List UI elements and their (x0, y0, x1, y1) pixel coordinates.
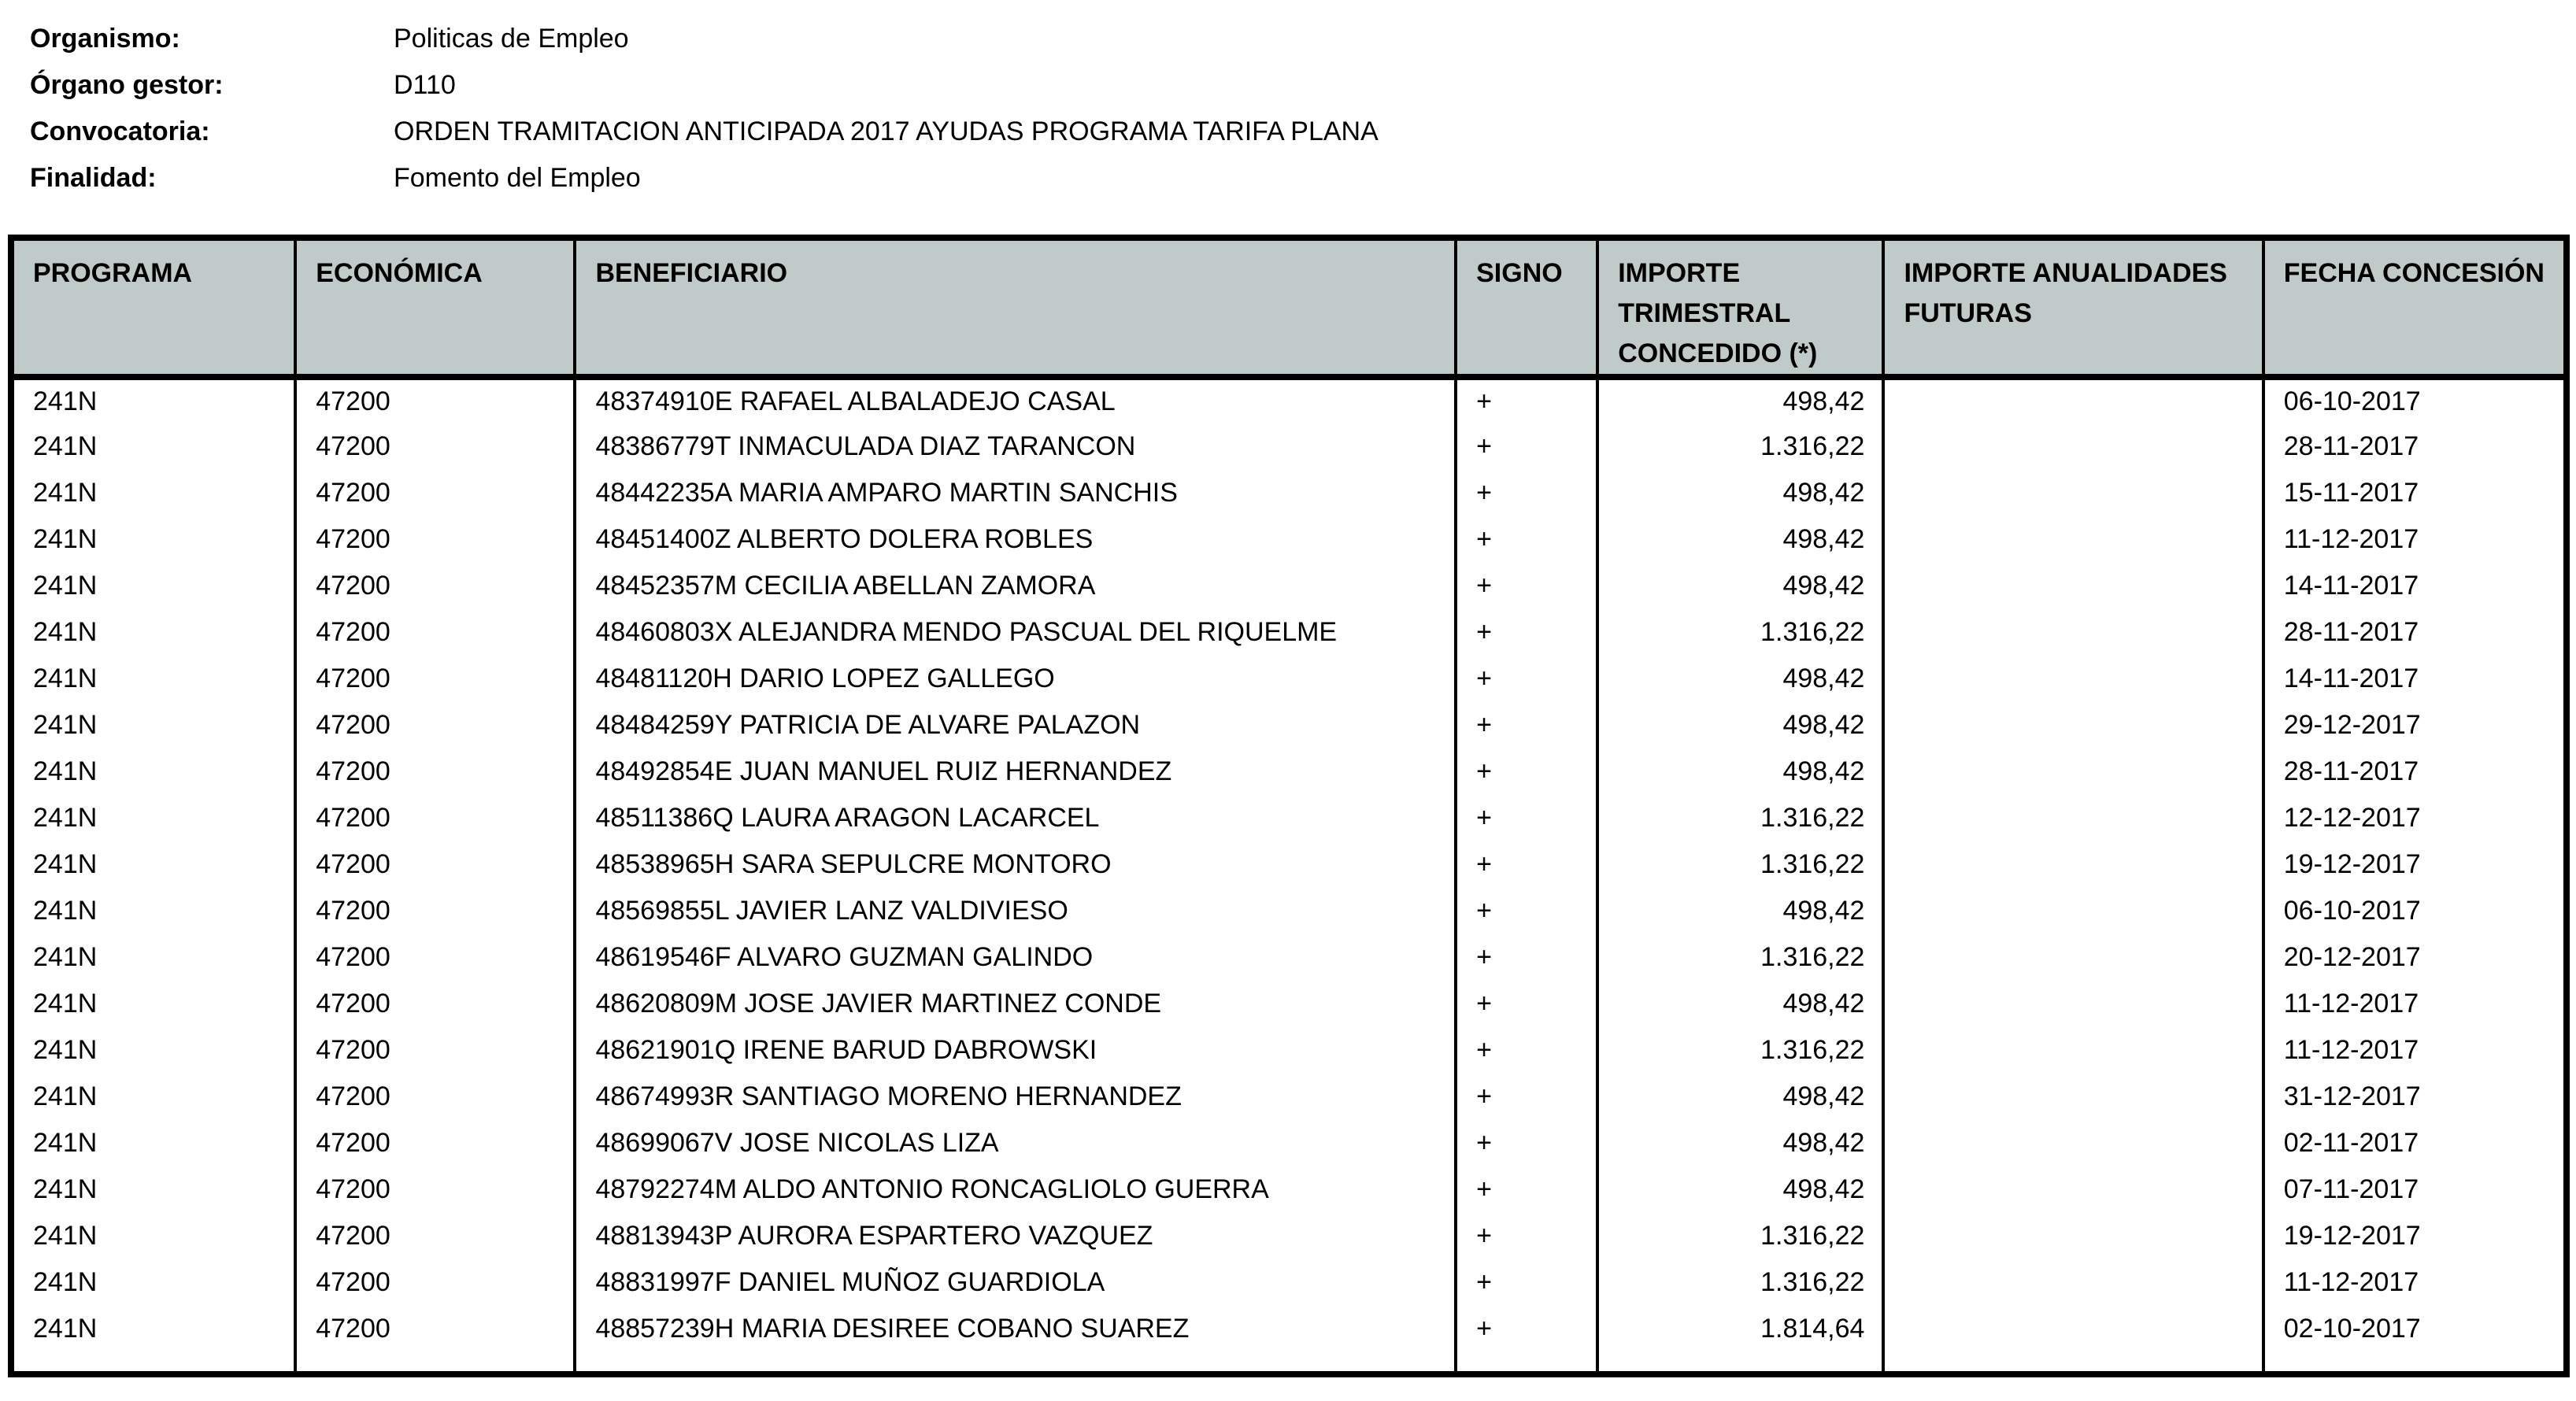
organismo-value: Politicas de Empleo (394, 24, 629, 54)
cell-importe-anualidades (1883, 1213, 2263, 1259)
cell-beneficiario: 48460803X ALEJANDRA MENDO PASCUAL DEL RIQUELME (575, 609, 1456, 656)
table-filler-row (14, 1352, 2563, 1371)
cell-signo: + (1456, 1259, 1597, 1306)
cell-signo: + (1456, 934, 1597, 981)
cell-signo: + (1456, 795, 1597, 841)
cell-beneficiario: 48699067V JOSE NICOLAS LIZA (575, 1120, 1456, 1166)
cell-fecha-concesion: 02-11-2017 (2263, 1120, 2563, 1166)
cell-economica: 47200 (295, 1166, 575, 1213)
cell-beneficiario: 48621901Q IRENE BARUD DABROWSKI (575, 1027, 1456, 1074)
cell-economica: 47200 (295, 841, 575, 888)
cell-importe-anualidades (1883, 656, 2263, 702)
cell-beneficiario: 48511386Q LAURA ARAGON LACARCEL (575, 795, 1456, 841)
organo-gestor-label: Órgano gestor: (30, 70, 224, 100)
cell-fecha-concesion: 20-12-2017 (2263, 934, 2563, 981)
cell-signo: + (1456, 702, 1597, 749)
cell-fecha-concesion: 14-11-2017 (2263, 563, 2563, 609)
cell-economica: 47200 (295, 563, 575, 609)
cell-importe-trimestral: 1.316,22 (1597, 609, 1883, 656)
cell-importe-trimestral: 498,42 (1597, 563, 1883, 609)
cell-importe-trimestral: 1.316,22 (1597, 1259, 1883, 1306)
info-row-finalidad (30, 155, 1379, 201)
cell-importe-trimestral: 498,42 (1597, 888, 1883, 934)
cell-fecha-concesion: 28-11-2017 (2263, 749, 2563, 795)
cell-programa: 241N (33, 1128, 98, 1158)
cell-signo: + (1456, 1213, 1597, 1259)
cell-programa: 241N (33, 571, 98, 601)
cell-importe-trimestral: 498,42 (1597, 377, 1883, 423)
cell-economica: 47200 (295, 516, 575, 563)
cell-fecha-concesion: 29-12-2017 (2263, 702, 2563, 749)
cell-programa: 241N (33, 896, 98, 926)
table-row (14, 749, 2563, 795)
cell-fecha-concesion: 06-10-2017 (2263, 377, 2563, 423)
cell-importe-trimestral: 1.316,22 (1597, 934, 1883, 981)
cell-importe-anualidades (1883, 470, 2263, 516)
cell-importe-anualidades (1883, 934, 2263, 981)
cell-importe-anualidades (1883, 377, 2263, 423)
cell-signo: + (1456, 981, 1597, 1027)
info-row-organismo (30, 16, 1379, 62)
cell-beneficiario: 48452357M CECILIA ABELLAN ZAMORA (575, 563, 1456, 609)
cell-programa: 241N (33, 478, 98, 508)
table-row (14, 470, 2563, 516)
cell-importe-anualidades (1883, 516, 2263, 563)
cell-importe-anualidades (1883, 1074, 2263, 1120)
cell-programa: 241N (33, 524, 98, 554)
cell-economica: 47200 (295, 702, 575, 749)
table-row (14, 656, 2563, 702)
cell-programa: 241N (33, 1035, 98, 1065)
grants-table (8, 235, 2570, 1377)
cell-beneficiario: 48442235A MARIA AMPARO MARTIN SANCHIS (575, 470, 1456, 516)
filler-cell (2263, 1352, 2563, 1371)
cell-importe-anualidades (1883, 1259, 2263, 1306)
column-header-signo: SIGNO (1456, 241, 1597, 377)
cell-economica: 47200 (295, 1213, 575, 1259)
cell-programa: 241N (33, 1174, 98, 1204)
cell-programa: 241N (33, 1221, 98, 1251)
table-row (14, 1074, 2563, 1120)
cell-economica: 47200 (295, 1027, 575, 1074)
cell-fecha-concesion: 15-11-2017 (2263, 470, 2563, 516)
cell-signo: + (1456, 470, 1597, 516)
cell-programa: 241N (33, 1314, 98, 1344)
finalidad-label: Finalidad: (30, 163, 157, 193)
cell-signo: + (1456, 888, 1597, 934)
cell-importe-anualidades (1883, 841, 2263, 888)
cell-importe-anualidades (1883, 981, 2263, 1027)
cell-importe-anualidades (1883, 888, 2263, 934)
cell-signo: + (1456, 1166, 1597, 1213)
table-row (14, 609, 2563, 656)
cell-programa: 241N (33, 1081, 98, 1111)
cell-programa: 241N (33, 803, 98, 833)
cell-programa: 241N (33, 942, 98, 972)
table-row (14, 841, 2563, 888)
info-row-organo-gestor (30, 62, 1379, 109)
finalidad-value: Fomento del Empleo (394, 163, 641, 193)
cell-signo: + (1456, 377, 1597, 423)
cell-programa: 241N (33, 1267, 98, 1297)
cell-programa: 241N (33, 431, 98, 461)
cell-beneficiario: 48569855L JAVIER LANZ VALDIVIESO (575, 888, 1456, 934)
cell-programa: 241N (33, 664, 98, 693)
cell-signo: + (1456, 1306, 1597, 1352)
cell-economica: 47200 (295, 1074, 575, 1120)
cell-importe-trimestral: 498,42 (1597, 1166, 1883, 1213)
cell-programa: 241N (33, 756, 98, 786)
table-row (14, 702, 2563, 749)
organismo-label: Organismo: (30, 24, 180, 54)
cell-beneficiario: 48386779T INMACULADA DIAZ TARANCON (575, 423, 1456, 470)
table-row (14, 888, 2563, 934)
cell-beneficiario: 48481120H DARIO LOPEZ GALLEGO (575, 656, 1456, 702)
cell-beneficiario: 48813943P AURORA ESPARTERO VAZQUEZ (575, 1213, 1456, 1259)
cell-beneficiario: 48484259Y PATRICIA DE ALVARE PALAZON (575, 702, 1456, 749)
cell-beneficiario: 48674993R SANTIAGO MORENO HERNANDEZ (575, 1074, 1456, 1120)
cell-importe-trimestral: 1.316,22 (1597, 423, 1883, 470)
convocatoria-label: Convocatoria: (30, 116, 210, 146)
cell-importe-anualidades (1883, 563, 2263, 609)
cell-importe-anualidades (1883, 702, 2263, 749)
cell-economica: 47200 (295, 1120, 575, 1166)
cell-economica: 47200 (295, 1306, 575, 1352)
cell-fecha-concesion: 11-12-2017 (2263, 981, 2563, 1027)
column-header-economica: ECONÓMICA (295, 241, 575, 377)
table-header-row (14, 241, 2563, 377)
cell-fecha-concesion: 07-11-2017 (2263, 1166, 2563, 1213)
table-row (14, 1166, 2563, 1213)
cell-programa: 241N (33, 849, 98, 879)
cell-fecha-concesion: 11-12-2017 (2263, 1259, 2563, 1306)
cell-beneficiario: 48538965H SARA SEPULCRE MONTORO (575, 841, 1456, 888)
cell-importe-trimestral: 1.316,22 (1597, 1027, 1883, 1074)
grants-table-grid (14, 241, 2563, 1371)
cell-programa: 241N (33, 386, 98, 416)
cell-importe-trimestral: 1.316,22 (1597, 1213, 1883, 1259)
cell-beneficiario: 48451400Z ALBERTO DOLERA ROBLES (575, 516, 1456, 563)
filler-cell (1597, 1352, 1883, 1371)
cell-importe-anualidades (1883, 749, 2263, 795)
cell-importe-anualidades (1883, 795, 2263, 841)
table-row (14, 563, 2563, 609)
cell-beneficiario: 48492854E JUAN MANUEL RUIZ HERNANDEZ (575, 749, 1456, 795)
column-header-importe-trimestral: IMPORTE TRIMESTRAL CONCEDIDO (*) (1597, 241, 1883, 377)
cell-signo: + (1456, 1027, 1597, 1074)
cell-fecha-concesion: 11-12-2017 (2263, 1027, 2563, 1074)
cell-fecha-concesion: 31-12-2017 (2263, 1074, 2563, 1120)
cell-beneficiario: 48619546F ALVARO GUZMAN GALINDO (575, 934, 1456, 981)
cell-fecha-concesion: 19-12-2017 (2263, 1213, 2563, 1259)
cell-fecha-concesion: 02-10-2017 (2263, 1306, 2563, 1352)
cell-importe-trimestral: 498,42 (1597, 749, 1883, 795)
cell-importe-trimestral: 498,42 (1597, 470, 1883, 516)
cell-fecha-concesion: 28-11-2017 (2263, 609, 2563, 656)
table-header (14, 241, 2563, 377)
cell-signo: + (1456, 656, 1597, 702)
filler-cell (575, 1352, 1456, 1371)
column-header-importe-anualidades: IMPORTE ANUALIDADES FUTURAS (1883, 241, 2263, 377)
filler-cell (1456, 1352, 1597, 1371)
column-header-programa: PROGRAMA (14, 241, 295, 377)
convocatoria-value: ORDEN TRAMITACION ANTICIPADA 2017 AYUDAS PROGRAMA TARIFA PLANA (394, 116, 1379, 146)
table-row (14, 795, 2563, 841)
cell-economica: 47200 (295, 470, 575, 516)
cell-economica: 47200 (295, 377, 575, 423)
cell-signo: + (1456, 563, 1597, 609)
table-row (14, 423, 2563, 470)
cell-programa: 241N (33, 989, 98, 1018)
cell-importe-trimestral: 1.814,64 (1597, 1306, 1883, 1352)
filler-cell (295, 1352, 575, 1371)
cell-importe-trimestral: 1.316,22 (1597, 795, 1883, 841)
cell-economica: 47200 (295, 656, 575, 702)
cell-signo: + (1456, 749, 1597, 795)
table-row (14, 1027, 2563, 1074)
cell-programa: 241N (33, 617, 98, 647)
organo-gestor-value: D110 (394, 70, 456, 100)
cell-importe-anualidades (1883, 609, 2263, 656)
cell-signo: + (1456, 1120, 1597, 1166)
cell-signo: + (1456, 841, 1597, 888)
cell-economica: 47200 (295, 1259, 575, 1306)
cell-fecha-concesion: 11-12-2017 (2263, 516, 2563, 563)
cell-economica: 47200 (295, 795, 575, 841)
table-row (14, 1306, 2563, 1352)
cell-importe-anualidades (1883, 1306, 2263, 1352)
cell-fecha-concesion: 12-12-2017 (2263, 795, 2563, 841)
table-row (14, 1120, 2563, 1166)
cell-importe-anualidades (1883, 1027, 2263, 1074)
cell-signo: + (1456, 1074, 1597, 1120)
cell-importe-trimestral: 498,42 (1597, 1074, 1883, 1120)
table-row (14, 516, 2563, 563)
cell-signo: + (1456, 609, 1597, 656)
table-row (14, 1213, 2563, 1259)
document-header (30, 16, 1379, 201)
cell-beneficiario: 48374910E RAFAEL ALBALADEJO CASAL (575, 377, 1456, 423)
column-header-beneficiario: BENEFICIARIO (575, 241, 1456, 377)
cell-importe-anualidades (1883, 1120, 2263, 1166)
cell-importe-trimestral: 498,42 (1597, 1120, 1883, 1166)
cell-fecha-concesion: 19-12-2017 (2263, 841, 2563, 888)
cell-beneficiario: 48857239H MARIA DESIREE COBANO SUAREZ (575, 1306, 1456, 1352)
cell-signo: + (1456, 516, 1597, 563)
cell-beneficiario: 48831997F DANIEL MUÑOZ GUARDIOLA (575, 1259, 1456, 1306)
table-row (14, 934, 2563, 981)
cell-beneficiario: 48792274M ALDO ANTONIO RONCAGLIOLO GUERRA (575, 1166, 1456, 1213)
cell-fecha-concesion: 28-11-2017 (2263, 423, 2563, 470)
table-row (14, 981, 2563, 1027)
cell-fecha-concesion: 06-10-2017 (2263, 888, 2563, 934)
cell-economica: 47200 (295, 749, 575, 795)
cell-economica: 47200 (295, 609, 575, 656)
cell-importe-trimestral: 498,42 (1597, 656, 1883, 702)
info-row-convocatoria (30, 109, 1379, 155)
cell-programa: 241N (33, 710, 98, 740)
table-row (14, 377, 2563, 423)
cell-economica: 47200 (295, 888, 575, 934)
cell-importe-trimestral: 498,42 (1597, 981, 1883, 1027)
table-row (14, 1259, 2563, 1306)
column-header-fecha-concesion: FECHA CONCESIÓN (2263, 241, 2563, 377)
cell-importe-anualidades (1883, 423, 2263, 470)
cell-importe-trimestral: 498,42 (1597, 702, 1883, 749)
table-body (14, 377, 2563, 1371)
cell-importe-trimestral: 498,42 (1597, 516, 1883, 563)
cell-economica: 47200 (295, 934, 575, 981)
cell-economica: 47200 (295, 981, 575, 1027)
cell-importe-trimestral: 1.316,22 (1597, 841, 1883, 888)
cell-signo: + (1456, 423, 1597, 470)
cell-fecha-concesion: 14-11-2017 (2263, 656, 2563, 702)
cell-beneficiario: 48620809M JOSE JAVIER MARTINEZ CONDE (575, 981, 1456, 1027)
cell-importe-anualidades (1883, 1166, 2263, 1213)
filler-cell (14, 1352, 295, 1371)
cell-economica: 47200 (295, 423, 575, 470)
filler-cell (1883, 1352, 2263, 1371)
